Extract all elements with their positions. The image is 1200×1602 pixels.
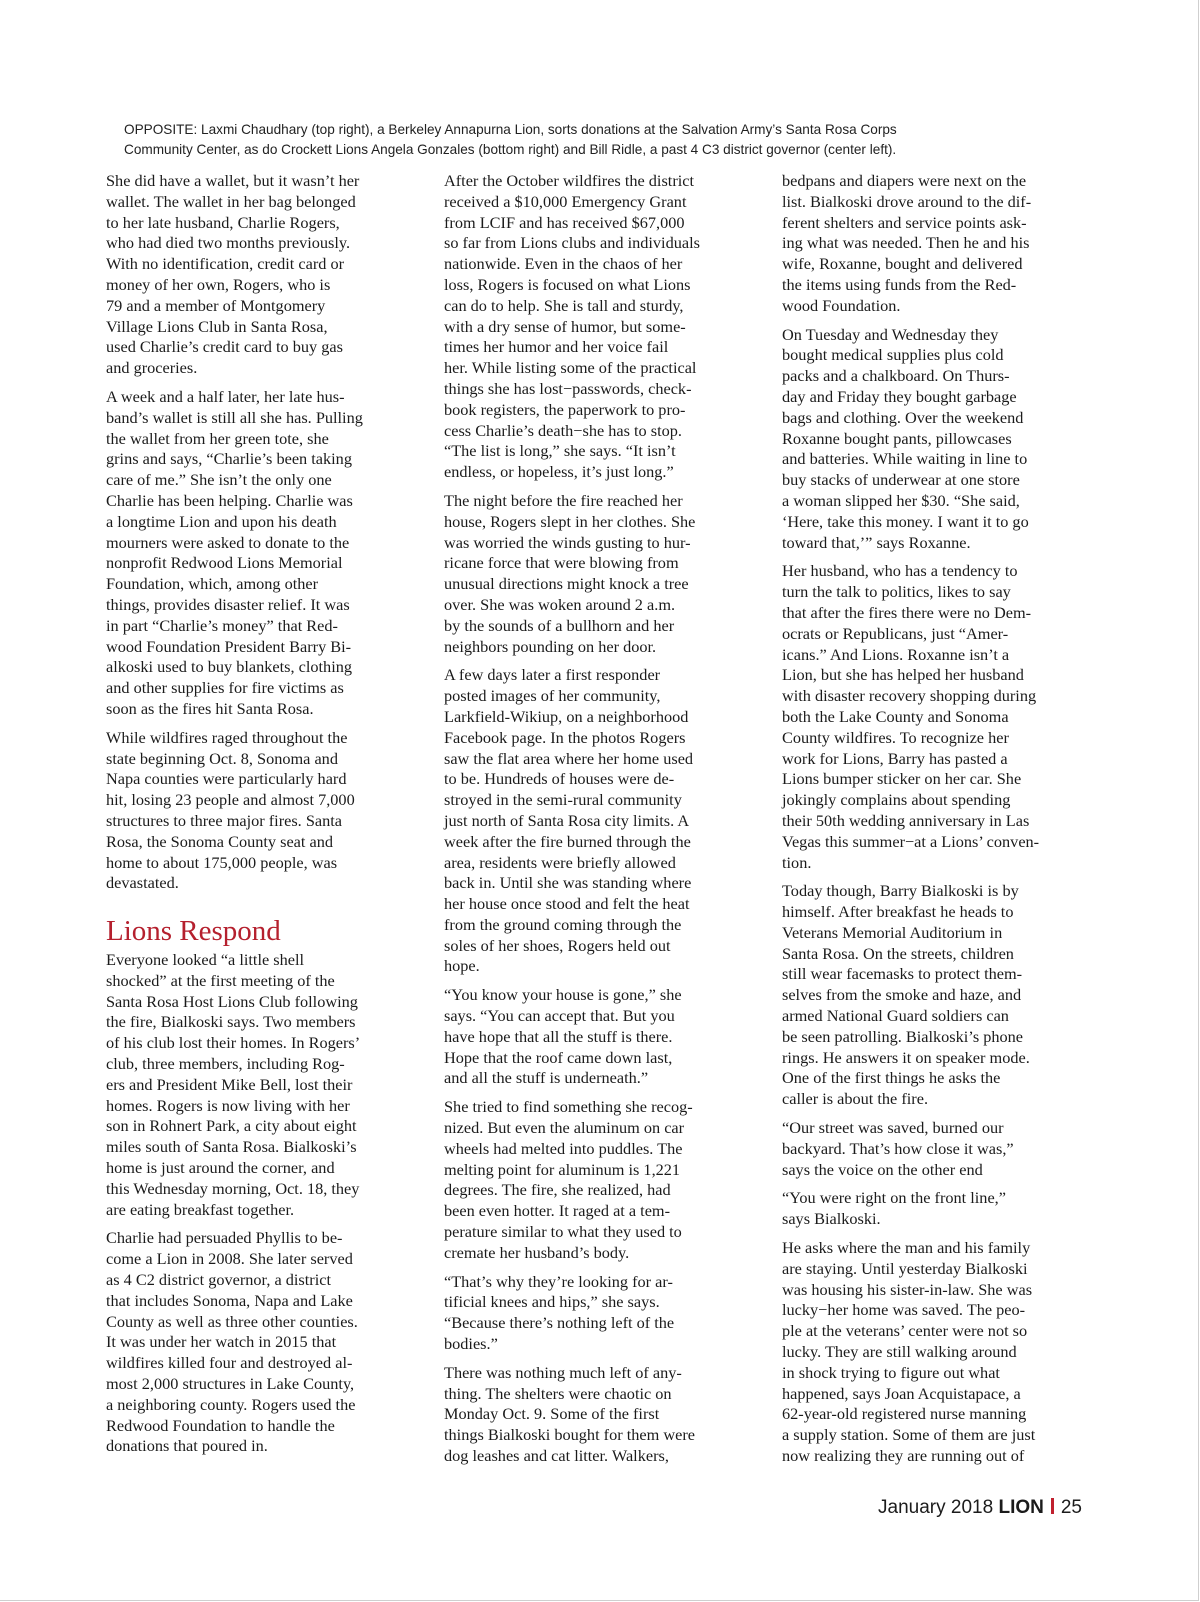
text-line: toward that,’” says Roxanne. <box>782 532 971 552</box>
text-line: alkoski used to buy blankets, clothing <box>106 657 352 677</box>
text-line: Larkfield-Wikiup, on a neighborhood <box>444 706 689 726</box>
text-line: times her humor and her voice fail <box>444 337 669 357</box>
text-line: both the Lake County and Sonoma <box>782 706 1009 726</box>
text-line: Napa counties were particularly hard <box>106 769 347 789</box>
text-line: miles south of Santa Rosa. Bialkoski’s <box>106 1137 357 1157</box>
article-paragraph <box>106 728 406 894</box>
text-line: ‘Here, take this money. I want it to go <box>782 511 1029 531</box>
text-line: in shock trying to figure out what <box>782 1362 1000 1382</box>
caption-line: OPPOSITE: Laxmi Chaudhary (top right), a Berkeley Annapurna Lion, sorts donations at the Salvation Army’s Santa Rosa Corps <box>124 122 897 137</box>
text-line: money of her own, Rogers, who is <box>106 274 331 294</box>
text-line: Hope that the roof came down last, <box>444 1047 673 1067</box>
text-line: homes. Rogers is now living with her <box>106 1095 350 1115</box>
article-paragraph <box>444 665 746 977</box>
text-line: house, Rogers slept in her clothes. She <box>444 511 696 531</box>
text-line: still wear facemasks to protect them- <box>782 964 1023 984</box>
text-line: packs and a chalkboard. On Thurs- <box>782 366 1010 386</box>
text-line: “Because there’s nothing left of the <box>444 1313 675 1333</box>
text-line: cremate her husband’s body. <box>444 1242 630 1262</box>
text-line: icans.” And Lions. Roxanne isn’t a <box>782 644 1010 664</box>
text-line: are staying. Until yesterday Bialkoski <box>782 1258 1028 1278</box>
text-line: Her husband, who has a tendency to <box>782 561 1018 581</box>
text-line: was housing his sister-in-law. She was <box>782 1279 1033 1299</box>
text-line: in part “Charlie’s money” that Red- <box>106 615 338 635</box>
text-line: cess Charlie’s death−she has to stop. <box>444 420 682 440</box>
article-paragraph <box>106 1228 406 1457</box>
text-line: over. She was woken around 2 a.m. <box>444 594 676 614</box>
text-line: structures to three major fires. Santa <box>106 810 342 830</box>
text-line: ers and President Mike Bell, lost their <box>106 1074 353 1094</box>
text-line: loss, Rogers is focused on what Lions <box>444 274 691 294</box>
text-line: County as well as three other counties. <box>106 1311 358 1331</box>
text-line: just north of Santa Rosa city limits. A <box>444 810 690 830</box>
article-paragraph <box>106 950 406 1220</box>
text-line: back in. Until she was standing where <box>444 873 692 893</box>
text-line: be seen patrolling. Bialkoski’s phone <box>782 1026 1024 1046</box>
article-paragraph <box>782 1118 1084 1180</box>
text-line: perature similar to what they used to <box>444 1222 682 1242</box>
text-line: melting point for aluminum is 1,221 <box>444 1159 681 1179</box>
text-line: can do to help. She is tall and sturdy, <box>444 295 684 315</box>
article-column-2 <box>444 171 746 1475</box>
text-line: says. “You can accept that. But you <box>444 1006 675 1026</box>
article-paragraph <box>782 171 1084 317</box>
text-line: a longtime Lion and upon his death <box>106 511 337 531</box>
text-line: buy stacks of underwear at one store <box>782 470 1020 490</box>
text-line: hit, losing 23 people and almost 7,000 <box>106 790 355 810</box>
text-line: the items using funds from the Red- <box>782 274 1017 294</box>
text-line: wood Foundation President Barry Bi- <box>106 636 352 656</box>
text-line: care of me.” She isn’t the only one <box>106 470 332 490</box>
text-line: lucky−her home was saved. The peo- <box>782 1300 1026 1320</box>
article-paragraph <box>444 1363 746 1467</box>
text-line: are eating breakfast together. <box>106 1199 295 1219</box>
text-line: bought medical supplies plus cold <box>782 345 1004 365</box>
magazine-name: LION <box>998 1497 1044 1518</box>
text-line: unusual directions might knock a tree <box>444 574 689 594</box>
text-line: band’s wallet is still all she has. Pulling <box>106 407 363 427</box>
text-line: He asks where the man and his family <box>782 1238 1031 1258</box>
text-line: have hope that all the stuff is there. <box>444 1026 673 1046</box>
text-line: She tried to find something she recog- <box>444 1097 693 1117</box>
text-line: Foundation, which, among other <box>106 574 319 594</box>
text-line: stroyed in the semi-rural community <box>444 790 682 810</box>
caption-line: Community Center, as do Crockett Lions Angela Gonzales (bottom right) and Bill Ridle, a past 4 C3 district governor (center left). <box>124 142 897 157</box>
text-line: her house once stood and felt the heat <box>444 894 690 914</box>
text-line: On Tuesday and Wednesday they <box>782 324 999 344</box>
text-line: dog leashes and cat litter. Walkers, <box>444 1446 669 1466</box>
text-line: state beginning Oct. 8, Sonoma and <box>106 748 338 768</box>
text-line: neighbors pounding on her door. <box>444 636 657 656</box>
text-line: and all the stuff is underneath.” <box>444 1068 649 1088</box>
text-line: so far from Lions clubs and individuals <box>444 233 700 253</box>
text-line: saw the flat area where her home used <box>444 748 694 768</box>
text-line: himself. After breakfast he heads to <box>782 902 1014 922</box>
text-line: been even hotter. It raged at a tem- <box>444 1201 671 1221</box>
text-line: tificial knees and hips,” she says. <box>444 1292 660 1312</box>
text-line: wood Foundation. <box>782 295 901 315</box>
text-line: a neighboring county. Rogers used the <box>106 1394 356 1414</box>
text-line: things Bialkoski bought for them were <box>444 1425 695 1445</box>
text-line: says Bialkoski. <box>782 1209 881 1229</box>
text-line: Vegas this summer−at a Lions’ conven- <box>782 831 1040 851</box>
text-line: wallet. The wallet in her bag belonged <box>106 191 356 211</box>
text-line: Veterans Memorial Auditorium in <box>782 922 1003 942</box>
text-line: Village Lions Club in Santa Rosa, <box>106 316 328 336</box>
text-line: used Charlie’s credit card to buy gas <box>106 337 343 357</box>
article-paragraph <box>106 171 406 379</box>
text-line: wheels had melted into puddles. The <box>444 1138 683 1158</box>
article-paragraph <box>782 325 1084 554</box>
text-line: Santa Rosa. On the streets, children <box>782 943 1014 963</box>
text-line: soles of her shoes, Rogers held out <box>444 935 671 955</box>
text-line: shocked” at the first meeting of the <box>106 970 335 990</box>
text-line: by the sounds of a bullhorn and her <box>444 615 675 635</box>
text-line: nized. But even the aluminum on car <box>444 1118 685 1138</box>
text-line: grins and says, “Charlie’s been taking <box>106 449 352 469</box>
text-line: to be. Hundreds of houses were de- <box>444 769 675 789</box>
text-line: bodies.” <box>444 1334 498 1354</box>
text-line: son in Rohnert Park, a city about eight <box>106 1116 357 1136</box>
text-line: ricane force that were blowing from <box>444 553 679 573</box>
page-number: 25 <box>1060 1497 1082 1518</box>
text-line: Rosa, the Sonoma County seat and <box>106 831 334 851</box>
article-paragraph <box>106 387 406 720</box>
text-line: this Wednesday morning, Oct. 18, they <box>106 1178 360 1198</box>
text-line: soon as the fires hit Santa Rosa. <box>106 698 314 718</box>
text-line: Lion, but she has helped her husband <box>782 665 1024 685</box>
text-line: and groceries. <box>106 358 198 378</box>
article-column-1 <box>106 171 406 1465</box>
issue-date: January 2018 <box>878 1497 994 1518</box>
text-line: lucky. They are still walking around <box>782 1342 1017 1362</box>
text-line: mourners were asked to donate to the <box>106 532 350 552</box>
article-paragraph <box>444 1097 746 1263</box>
text-line: nonprofit Redwood Lions Memorial <box>106 553 343 573</box>
text-line: her. While listing some of the practical <box>444 358 697 378</box>
text-line: wife, Roxanne, bought and delivered <box>782 254 1023 274</box>
text-line: received a $10,000 Emergency Grant <box>444 191 687 211</box>
text-line: the fire, Bialkoski says. Two members <box>106 1012 356 1032</box>
text-line: endless, or hopeless, it’s just long.” <box>444 462 674 482</box>
text-line: from the ground coming through the <box>444 914 682 934</box>
text-line: Monday Oct. 9. Some of the first <box>444 1404 660 1424</box>
text-line: She did have a wallet, but it wasn’t her <box>106 171 360 190</box>
text-line: Roxanne bought pants, pillowcases <box>782 428 1012 448</box>
text-line: Redwood Foundation to handle the <box>106 1415 335 1435</box>
text-line: with disaster recovery shopping during <box>782 686 1037 706</box>
text-line: One of the first things he asks the <box>782 1068 1001 1088</box>
text-line: “The list is long,” she says. “It isn’t <box>444 441 676 461</box>
text-line: ocrats or Republicans, just “Amer- <box>782 623 1009 643</box>
article-paragraph <box>444 985 746 1089</box>
text-line: a supply station. Some of them are just <box>782 1425 1036 1445</box>
article-paragraph <box>782 561 1084 873</box>
text-line: devastated. <box>106 873 179 893</box>
text-line: list. Bialkoski drove around to the dif- <box>782 191 1032 211</box>
article-paragraph <box>782 881 1084 1110</box>
text-line: “You know your house is gone,” she <box>444 985 682 1005</box>
text-line: Today though, Barry Bialkoski is by <box>782 881 1019 901</box>
text-line: home to about 175,000 people, was <box>106 852 338 872</box>
text-line: club, three members, including Rog- <box>106 1054 345 1074</box>
article-paragraph <box>782 1238 1084 1467</box>
text-line: A week and a half later, her late hus- <box>106 386 345 406</box>
text-line: says the voice on the other end <box>782 1159 983 1179</box>
text-line: things she has lost−passwords, check- <box>444 378 692 398</box>
text-line: work for Lions, Barry has pasted a <box>782 748 1008 768</box>
text-line: nationwide. Even in the chaos of her <box>444 254 683 274</box>
text-line: selves from the smoke and haze, and <box>782 985 1022 1005</box>
text-line: 62-year-old registered nurse manning <box>782 1404 1027 1424</box>
text-line: that after the fires there were no Dem- <box>782 602 1032 622</box>
text-line: With no identification, credit card or <box>106 254 345 274</box>
text-line: Lions bumper sticker on her car. She <box>782 769 1022 789</box>
text-line: and other supplies for fire victims as <box>106 678 344 698</box>
text-line: “You were right on the front line,” <box>782 1188 1006 1208</box>
text-line: 79 and a member of Montgomery <box>106 295 326 315</box>
text-line: from LCIF and has received $67,000 <box>444 212 685 232</box>
text-line: There was nothing much left of any- <box>444 1362 682 1382</box>
text-line: The night before the fire reached her <box>444 490 683 510</box>
text-line: that includes Sonoma, Napa and Lake <box>106 1290 353 1310</box>
text-line: ple at the veterans’ center were not so <box>782 1321 1028 1341</box>
text-line: wildfires killed four and destroyed al- <box>106 1353 353 1373</box>
text-line: things, provides disaster relief. It was <box>106 594 350 614</box>
text-line: hope. <box>444 956 480 976</box>
text-line: bags and clothing. Over the weekend <box>782 407 1024 427</box>
text-line: to her late husband, Charlie Rogers, <box>106 212 340 232</box>
text-line: ferent shelters and service points ask- <box>782 212 1027 232</box>
article-column-3 <box>782 171 1084 1475</box>
text-line: as 4 C2 district governor, a district <box>106 1270 331 1290</box>
text-line: A few days later a first responder <box>444 665 661 685</box>
text-line: book registers, the paperwork to pro- <box>444 399 686 419</box>
text-line: ing what was needed. Then he and his <box>782 233 1030 253</box>
article-paragraph <box>444 491 746 657</box>
text-line: degrees. The fire, she realized, had <box>444 1180 671 1200</box>
text-line: donations that poured in. <box>106 1436 268 1456</box>
text-line: of his club lost their homes. In Rogers’ <box>106 1033 361 1053</box>
text-line: posted images of her community, <box>444 686 661 706</box>
text-line: most 2,000 structures in Lake County, <box>106 1374 355 1394</box>
article-paragraph <box>444 1272 746 1355</box>
text-line: “That’s why they’re looking for ar- <box>444 1271 673 1291</box>
text-line: backyard. That’s how close it was,” <box>782 1138 1014 1158</box>
text-line: and batteries. While waiting in line to <box>782 449 1028 469</box>
text-line: Charlie had persuaded Phyllis to be- <box>106 1228 343 1248</box>
text-line: who had died two months previously. <box>106 233 351 253</box>
article-paragraph <box>782 1188 1084 1230</box>
text-line: happened, says Joan Acquistapace, a <box>782 1383 1021 1403</box>
text-line: bedpans and diapers were next on the <box>782 171 1027 190</box>
text-line: Charlie has been helping. Charlie was <box>106 490 353 510</box>
text-line: with a dry sense of humor, but some- <box>444 316 686 336</box>
text-line: was worried the winds gusting to hur- <box>444 532 691 552</box>
text-line: tion. <box>782 852 812 872</box>
section-heading: Lions Respond <box>106 915 281 948</box>
text-line: a woman slipped her $30. “She said, <box>782 490 1020 510</box>
text-line: day and Friday they bought garbage <box>782 386 1017 406</box>
text-line: It was under her watch in 2015 that <box>106 1332 337 1352</box>
text-line: area, residents were briefly allowed <box>444 852 676 872</box>
text-line: Santa Rosa Host Lions Club following <box>106 991 358 1011</box>
folio-separator <box>1051 1498 1054 1514</box>
text-line: come a Lion in 2008. She later served <box>106 1249 353 1269</box>
text-line: home is just around the corner, and <box>106 1158 335 1178</box>
text-line: “Our street was saved, burned our <box>782 1118 1004 1138</box>
text-line: rings. He answers it on speaker mode. <box>782 1047 1030 1067</box>
text-line: armed National Guard soldiers can <box>782 1006 1009 1026</box>
page-footer <box>878 1497 1082 1519</box>
text-line: week after the fire burned through the <box>444 831 691 851</box>
article-paragraph <box>444 171 746 483</box>
text-line: thing. The shelters were chaotic on <box>444 1383 672 1403</box>
text-line: Everyone looked “a little shell <box>106 950 305 970</box>
text-line: While wildfires raged throughout the <box>106 727 348 747</box>
text-line: County wildfires. To recognize her <box>782 727 1009 747</box>
text-line: After the October wildfires the district <box>444 171 695 190</box>
text-line: caller is about the fire. <box>782 1089 929 1109</box>
photo-caption <box>124 120 1084 160</box>
text-line: now realizing they are running out of <box>782 1446 1025 1466</box>
text-line: jokingly complains about spending <box>782 790 1011 810</box>
text-line: Facebook page. In the photos Rogers <box>444 727 686 747</box>
text-line: turn the talk to politics, likes to say <box>782 582 1011 602</box>
text-line: the wallet from her green tote, she <box>106 428 329 448</box>
text-line: their 50th wedding anniversary in Las <box>782 810 1030 830</box>
